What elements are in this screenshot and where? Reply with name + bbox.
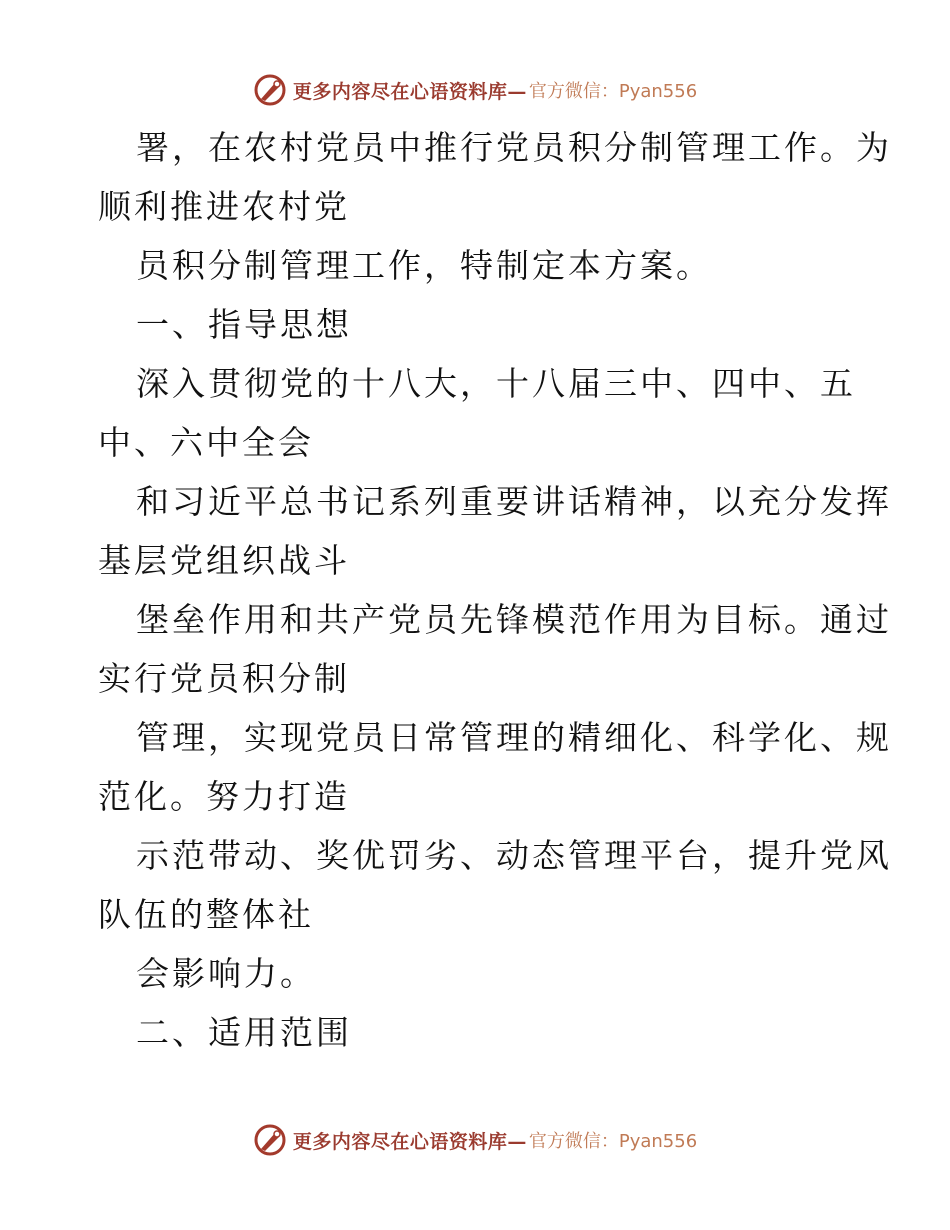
- watermark-text: 更多内容尽在心语资料库—: [292, 1130, 527, 1153]
- paragraph: [98, 708, 892, 826]
- paragraph-line: 会影响力。: [136, 954, 316, 993]
- paragraph-line: 范化。努力打造: [98, 777, 350, 816]
- paragraph-line: 二、适用范围: [136, 1013, 352, 1052]
- pen-logo-icon: [253, 1123, 287, 1157]
- paragraph: [98, 590, 892, 708]
- header-watermark: [0, 70, 950, 110]
- document-body: [98, 118, 892, 1062]
- paragraph-line: 堡垒作用和共产党员先锋模范作用为目标。通过: [136, 600, 892, 639]
- paragraph-line: 中、六中全会: [98, 423, 314, 462]
- paragraph: [98, 236, 858, 295]
- paragraph-line: 署，在农村党员中推行党员积分制管理工作。为: [136, 128, 892, 167]
- paragraph: [98, 472, 892, 590]
- section-heading: [98, 295, 858, 354]
- paragraph: [98, 826, 892, 944]
- paragraph-line: 和习近平总书记系列重要讲话精神，以充分发挥: [136, 482, 892, 521]
- paragraph: [98, 354, 858, 472]
- watermark-wechat: 官方微信：Pyan556: [528, 1131, 698, 1152]
- paragraph-line: 示范带动、奖优罚劣、动态管理平台，提升党风: [136, 836, 892, 875]
- paragraph-line: 实行党员积分制: [98, 659, 350, 698]
- pen-logo-icon: [253, 73, 287, 107]
- paragraph-line: 管理，实现党员日常管理的精细化、科学化、规: [136, 718, 892, 757]
- section-heading: [98, 1003, 858, 1062]
- paragraph-line: 深入贯彻党的十八大，十八届三中、四中、五: [136, 364, 856, 403]
- paragraph-line: 顺利推进农村党: [98, 187, 350, 226]
- paragraph-line: 一、指导思想: [136, 305, 352, 344]
- paragraph-line: 基层党组织战斗: [98, 541, 350, 580]
- footer-watermark: [0, 1120, 950, 1160]
- paragraph-line: 队伍的整体社: [98, 895, 314, 934]
- paragraph: [98, 944, 858, 1003]
- watermark-wechat: 官方微信：Pyan556: [528, 81, 698, 102]
- watermark-text: 更多内容尽在心语资料库—: [292, 80, 527, 103]
- paragraph-line: 员积分制管理工作，特制定本方案。: [136, 246, 712, 285]
- paragraph: [98, 118, 892, 236]
